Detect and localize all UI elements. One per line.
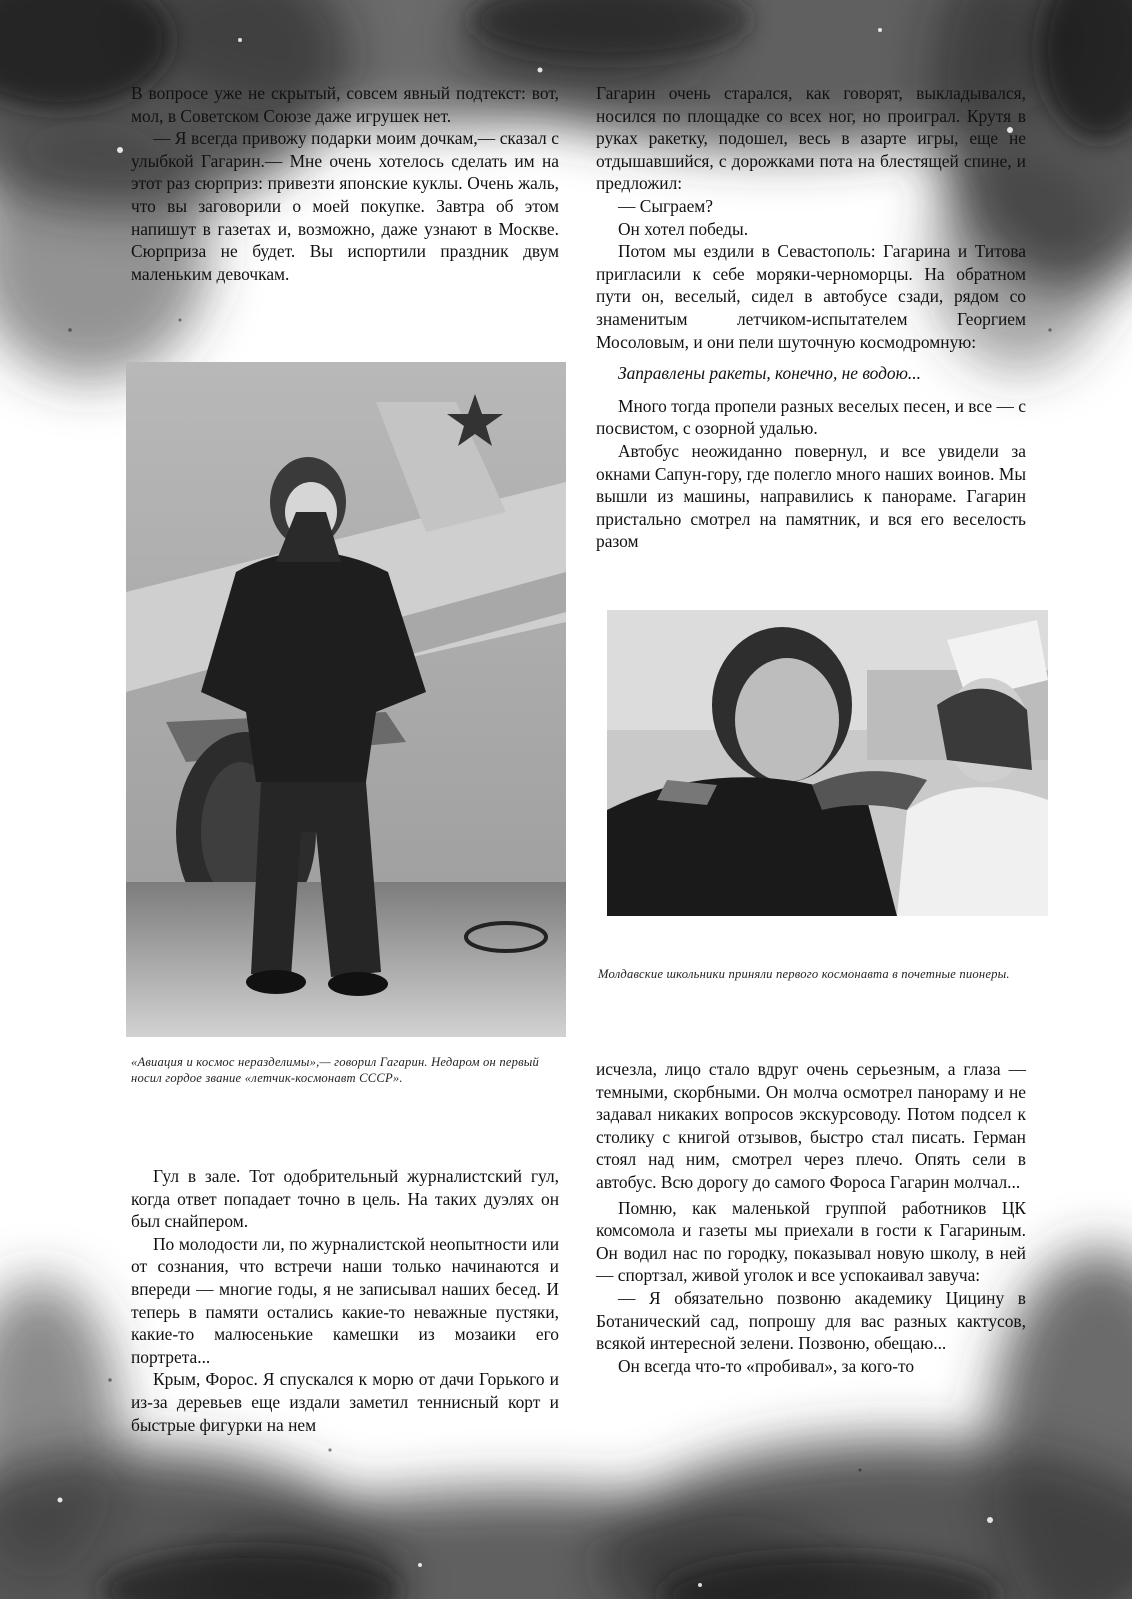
paragraph: Помню, как маленькой группой работников ЦК комсомола и газеты мы приехали в гости к Гагариным. Он водил нас по городку, показывал новую школу, в ней — спортзал, живой уголок и все успокаивал завуча: [596, 1197, 1026, 1286]
right-column-bottom [596, 1058, 1026, 1377]
paragraph: Автобус неожиданно повернул, и все увидели за окнами Сапун-гору, где полегло много наших воинов. Мы вышли из машины, направились к панораме. Гагарин пристально смотрел на памятник, и вся его веселость разом [596, 440, 1026, 552]
left-column-top [131, 82, 559, 285]
caption-right-photo: Молдавские школьники приняли первого космонавта в почетные пионеры. [598, 967, 1010, 981]
paragraph: — Сыграем? [618, 195, 714, 216]
photo-illustration [126, 362, 566, 1037]
paragraph: исчезла, лицо стало вдруг очень серьезным, а глаза — темными, скорбными. Он молча осмотрел панораму и не задавал никаких вопросов экскурсоводу. Потом подсел к столику с книгой отзывов, быстро стал писать. Герман стоял над ним, смотрел через плечо. Опять сели в автобус. Всю дорогу до самого Фороса Гагарин молчал... [596, 1059, 1026, 1192]
paragraph: Он всегда что-то «пробивал», за кого-то [618, 1355, 915, 1376]
photo-pilot-by-jet [126, 362, 566, 1037]
paragraph: По молодости ли, по журналистской неопытности или от сознания, что встречи наши только начинаются и впереди — многие годы, я не записывал наших бесед. И теперь в памяти остались какие-то неважные пустяки, какие-то малюсенькие камешки из мозаики его портрета... [131, 1233, 559, 1367]
paragraph: Он хотел победы. [618, 218, 749, 239]
right-column-top [596, 82, 1026, 553]
photo-pioneer-scarf [607, 610, 1048, 916]
paragraph: — Я обязательно позвоню академику Цицину в Ботанический сад, попрошу для вас разных кактусов, всякой интересной зелени. Позвоню, обещаю... [596, 1287, 1026, 1354]
paragraph: Много тогда пропели разных веселых песен, и все — с посвистом, с озорной удалью. [596, 395, 1026, 439]
paragraph: — Я всегда привожу подарки моим дочкам,— сказал с улыбкой Гагарин.— Мне очень хотелось сделать им на этот раз сюрприз: привезти японские куклы. Очень жаль, что вы заговорили о моей покупке. Завтра об этом напишут в газетах и, возможно, даже узнают в Москве. Сюрприза не будет. Вы испортили праздник двум маленьким девочкам. [131, 128, 559, 284]
paragraph: Гул в зале. Тот одобрительный журналистский гул, когда ответ попадает точно в цель. На таких дуэлях он был снайпером. [131, 1166, 559, 1232]
verse-line: Заправлены ракеты, конечно, не водою... [618, 363, 921, 384]
left-column-bottom [131, 1165, 559, 1436]
photo-illustration [607, 610, 1048, 916]
paragraph: В вопросе уже не скрытый, совсем явный подтекст: вот, мол, в Советском Союзе даже игрушек нет. [131, 83, 559, 126]
paragraph: Крым, Форос. Я спускался к морю от дачи Горького и из-за деревьев еще издали заметил теннисный корт и быстрые фигурки на нем [131, 1369, 559, 1435]
paragraph: Потом мы ездили в Севастополь: Гагарина и Титова пригласили к себе моряки-черноморцы. На обратном пути он, веселый, сидел в автобусе сзади, рядом со знаменитым летчиком-испытателем Георгием Мосоловым, и они пели шуточную космодромную: [596, 241, 1026, 352]
caption-left-photo: «Авиация и космос неразделимы»,— говорил Гагарин. Недаром он первый носил гордое звание «летчик-космонавт СССР». [131, 1055, 540, 1085]
paragraph: Гагарин очень старался, как говорят, выкладывался, носился по площадке со всех ног, но проиграл. Крутя в руках ракетку, подошел, весь в азарте игры, еще не отдышавшийся, с дорожками пота на блестящей спине, и предложил: [596, 83, 1026, 194]
